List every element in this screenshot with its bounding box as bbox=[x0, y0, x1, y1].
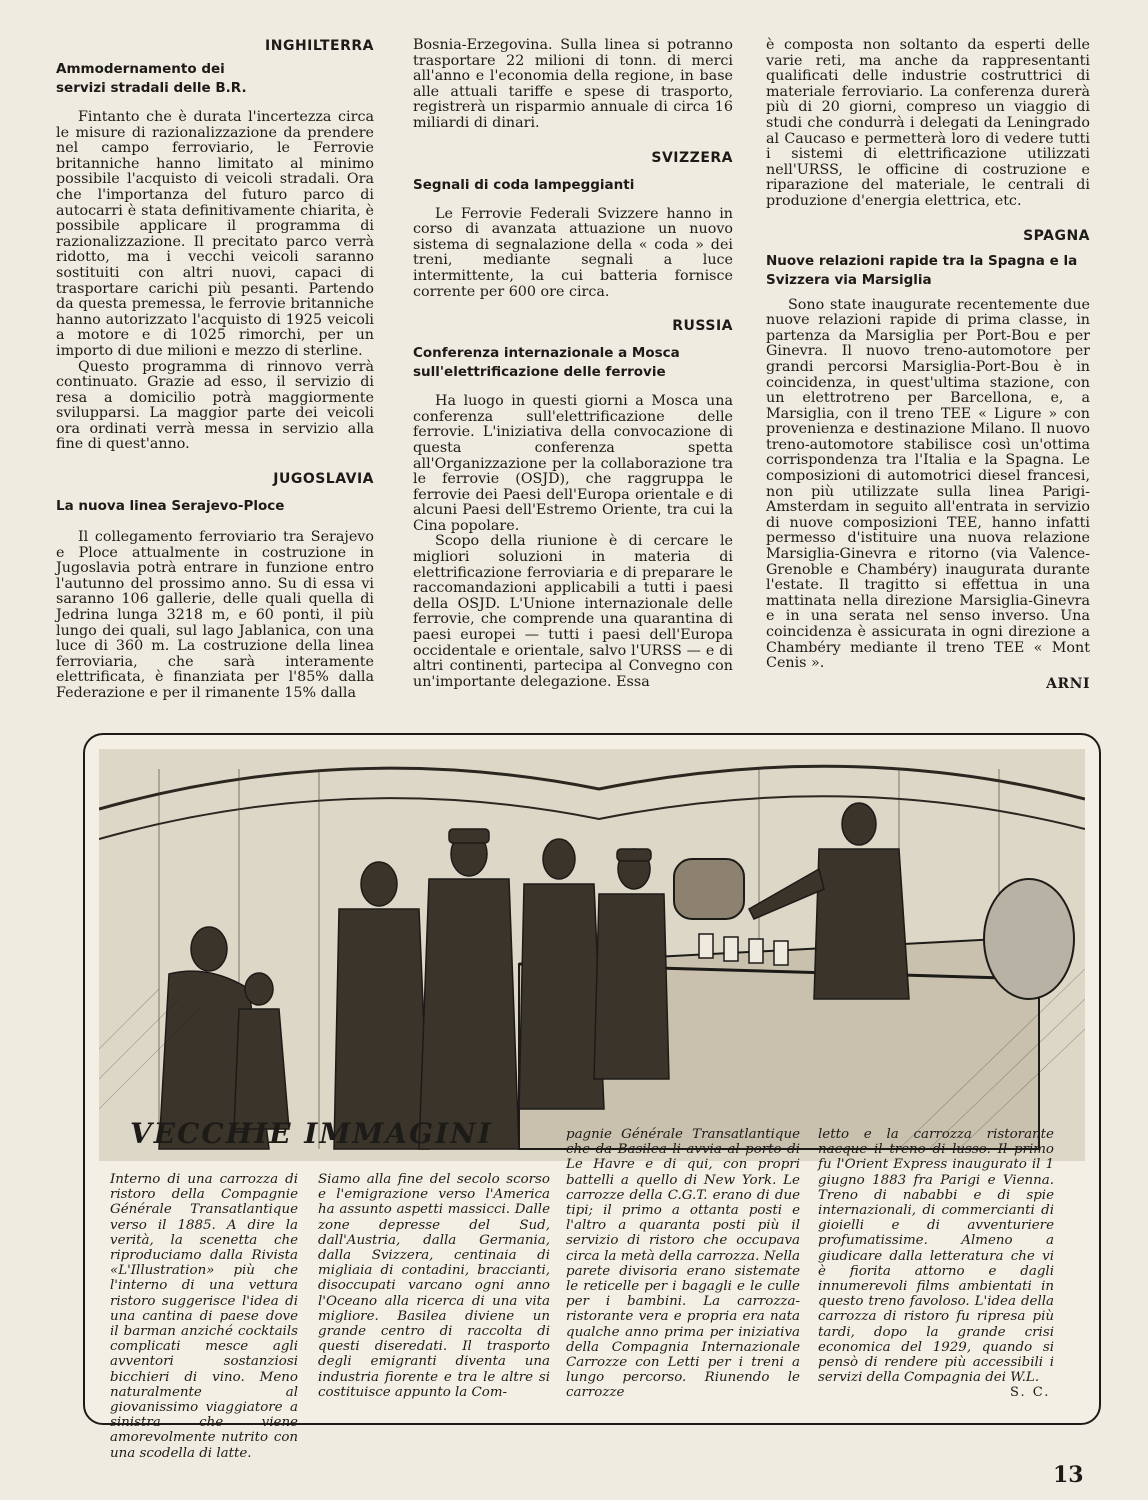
section-label-russia: RUSSIA bbox=[672, 318, 733, 335]
headline-russia: Conferenza internazionale a Mosca sull'elettrificazione delle ferrovie bbox=[413, 345, 680, 381]
paragraph: Sono state inaugurate recentemente due nuove relazioni rapide di prima classe, in partenza da Marsiglia per Port-Bou e per Ginevra. Il nuovo treno-automotore per grandi percorsi Marsiglia-Port-Bou è in coincidenza, in quest'ultima stazione, con un elettrotreno per Barcellona, e, a Marsiglia, con il treno TEE « Ligure » con provenienza e destinazione Milano. Il nuovo treno-automotore stabilisce così un'ottima corrispondenza tra l'Italia e la Spagna. Le composizioni di automotrici diesel francesi, non più utilizzate sulla linea Parigi-Amsterdam in seguito all'entrata in servizio di nuove composizioni TEE, hanno infatti permesso d'istituire una nuova relazione Marsiglia-Ginevra e ritorno (via Valence-Grenoble e Chambéry) inaugurata durante l'estate. Il tragitto si effettua in una mattinata nella direzione Marsiglia-Ginevra e in una serata nel senso inverso. Una coincidenza è assicurata in ogni direzione a Chambéry mediante il treno TEE « Mont Cenis ». bbox=[766, 296, 1090, 672]
paragraph: Scopo della riunione è di cercare le migliori soluzioni in materia di elettrificazione ferroviaria e di preparare le raccomandazioni applicabili a tutti i paesi della OSJD. L'Unione internazionale delle ferrovie, che comprende una quarantina di paesi europei — tutti i paesi dell'Europa occidentale e orientale, salvo l'URSS — e di altri continenti, partecipa al Convegno con un'importante delegazione. Essa bbox=[413, 533, 733, 690]
paragraph: è composta non soltanto da esperti delle varie reti, ma anche da rappresentanti qualificati delle industrie costruttrici di materiale ferroviario. La conferenza durerà più di 20 giorni, compreso un viaggio di studi che condurrà i delegati da Leningrado al Caucaso e permetterà loro di vedere tutti i sistemi di elettrificazione utilizzati nell'URSS, le officine di costruzione e riparazione del materiale, le centrali di produzione d'energia elettrica, etc. bbox=[766, 37, 1090, 209]
column-2 bbox=[413, 38, 733, 690]
author-signature: ARNI bbox=[1046, 675, 1090, 692]
headline-jugoslavia: La nuova linea Serajevo-Ploce bbox=[56, 498, 285, 515]
paragraph: Bosnia-Erzegovina. Sulla linea si potranno trasportare 22 milioni di tonn. di merci all'anno e l'economia della regione, in base alle attuali tariffe e spese di trasporto, registrerà un risparmio annuale di circa 16 miliardi di dinari. bbox=[413, 37, 733, 131]
section-label-spagna: SPAGNA bbox=[1023, 227, 1090, 244]
headline-svizzera: Segnali di coda lampeggianti bbox=[413, 176, 635, 193]
caption-column-2: Siamo alla fine del secolo scorso e l'emigrazione verso l'America ha assunto aspetti massicci. Dalle zone depresse del Sud, dall'Austria, dalla Germania, dalla Svizzera, centinaia di migliaia di contadini, braccianti, disoccupati varcano ogni anno l'Oceano alla ricerca di una vita migliore. Basilea diviene un grande centro di raccolta di questi diseredati. Il trasporto degli emigranti diventa una industria fiorente e tra le altre si costituisce appunto la Com- bbox=[318, 1172, 550, 1400]
headline-inghilterra: Ammodernamento dei servizi stradali delle B.R. bbox=[56, 61, 247, 96]
paragraph: Le Ferrovie Federali Svizzere hanno in corso di avanzata attuazione un nuovo sistema di segnalazione della « coda » dei treni, mediante segnali a luce intermittente, la cui batteria fornisce corrente per 600 ore circa. bbox=[413, 205, 733, 300]
paragraph: Fintanto che è durata l'incertezza circa le misure di razionalizzazione da prendere nel campo ferroviario, le Ferrovie britanniche hanno limitato al minimo possibile l'acquisto di veicoli stradali. Ora che l'importanza del futuro parco di autocarri è stata definitivamente chiarita, è possibile applicare il programma di razionalizzazione. Il precitato parco verrà ridotto, ma i vecchi veicoli saranno sostituiti con altri nuovi, capaci di trasportare carichi più pesanti. Partendo da questa premessa, le ferrovie britanniche hanno autorizzato l'acquisto di 1925 veicoli a motore e di 1025 rimorchi, per un importo di due milioni e mezzo di sterline. bbox=[56, 109, 374, 359]
paragraph: Questo programma di rinnovo verrà continuato. Grazie ad esso, il servizio di resa a domicilio potrà maggiormente svilupparsi. La maggior parte dei veicoli ora ordinati verrà messa in servizio alla fine di quest'anno. bbox=[56, 358, 374, 453]
section-label-inghilterra: INGHILTERRA bbox=[265, 38, 374, 54]
column-1 bbox=[56, 38, 374, 702]
paragraph: Il collegamento ferroviario tra Serajevo e Ploce attualmente in costruzione in Jugoslavia potrà entrare in funzione entro l'autunno del prossimo anno. Su di essa vi saranno 106 gallerie, delle quali quella di Jedrina lunga 3218 m, e 60 ponti, il più lungo dei quali, sul lago Jablanica, con una luce di 360 m. La costruzione della linea ferroviaria, che sarà interamente elettrificata, è finanziata per l'85% dalla Federazione e per il rimanente 15% dalla bbox=[56, 529, 374, 701]
column-3 bbox=[766, 38, 1090, 692]
paragraph: Ha luogo in questi giorni a Mosca una conferenza sull'elettrificazione delle ferrovie. L'iniziativa della convocazione di questa conferenza spetta all'Organizzazione per la collaborazione tra le ferrovie (OSJD), che raggruppa le ferrovie dei Paesi dell'Europa orientale e di alcuni Paesi dell'Estremo Oriente, tra cui la Cina popolare. bbox=[413, 393, 733, 534]
headline-spagna: Nuove relazioni rapide tra la Spagna e la Svizzera via Marsiglia bbox=[766, 252, 1078, 288]
section-label-jugoslavia: JUGOSLAVIA bbox=[273, 471, 374, 488]
caption-column-3: pagnie Générale Transatlantique che da Basilea li avvia al porto di Le Havre e di qui, con propri battelli a quello di New York. Le carrozze della C.G.T. erano di due tipi; il primo a ottanta posti e l'altro a quaranta posti più il servizio di ristoro che occupava circa la metà della carrozza. Nella parete divisoria erano sistemate le reticelle per i bagagli e le culle per i bambini. La carrozza-ristorante vera e propria era nata qualche anno prima per iniziativa della Compagnia Internazionale Carrozze con Letti per i treni a lungo percorso. Riunendo le carrozze bbox=[566, 1127, 800, 1401]
caption-column-1: Interno di una carrozza di ristoro della Compagnie Générale Transatlantique verso il 1885. A dire la verità, la scenetta che riproduciamo dalla Rivista «L'Illustration» più che l'interno di una vettura ristoro suggerisce l'idea di una cantina di paese dove il barman anziché cocktails complicati mesce agli avventori sostanziosi bicchieri di vino. Meno naturalmente al giovanissimo viaggiatore a sinistra che viene amorevolmente nutrito con una scodella di latte. bbox=[110, 1172, 298, 1461]
caption-column-4: letto e la carrozza ristorante nacque il treno di lusso. Il primo fu l'Orient Express inaugurato il 1 giugno 1883 fra Parigi e Vienna. Treno di nababbi e di spie internazionali, di commercianti di gioielli e di avventuriere profumatissime. Almeno a giudicare dalla letteratura che vi è fiorita attorno e dagli innumerevoli films ambientati in questo treno favoloso. L'idea della carrozza di ristoro fu ripresa più tardi, dopo la grande crisi economica del 1929, quando si pensò di rendere più accessibili i servizi della Compagnia dei W.L. bbox=[818, 1127, 1054, 1386]
section-label-svizzera: SVIZZERA bbox=[651, 149, 733, 166]
dining-car-engraving bbox=[99, 749, 1085, 1161]
page-number: 13 bbox=[1053, 1462, 1084, 1488]
feature-title: VECCHIE IMMAGINI bbox=[130, 1117, 493, 1150]
caption-signature: S. C. bbox=[1010, 1385, 1051, 1400]
